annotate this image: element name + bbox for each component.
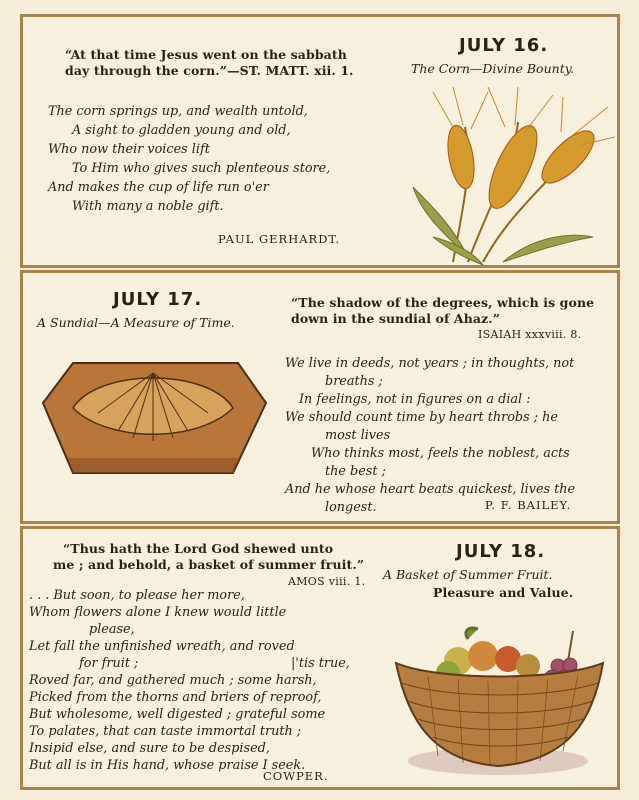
- quote-line: “The shadow of the degrees, which is gone: [291, 295, 595, 310]
- poem-line: Let fall the unfinished wreath, and roved: [29, 639, 295, 654]
- poem-line: But wholesome, well digested ; grateful some: [29, 707, 326, 722]
- poem-line: To Him who gives such plenteous store,: [72, 161, 331, 176]
- subtitle: A Sundial—A Measure of Time.: [37, 315, 235, 330]
- author: P. F. BAILEY.: [485, 498, 572, 512]
- poem: [29, 587, 350, 774]
- subtitle: A Basket of Summer Fruit.: [383, 567, 553, 582]
- subtitle: Pleasure and Value.: [433, 585, 574, 600]
- poem-fragment: for fruit ;: [79, 656, 139, 671]
- poem-line: We should count time by heart throbs ; he: [285, 410, 558, 425]
- quote-line: “Thus hath the Lord God shewed unto: [63, 541, 334, 556]
- panel-july-17: [20, 270, 620, 524]
- poem-line: most lives: [325, 428, 391, 443]
- poem-line: We live in deeds, not years ; in thoughts, not: [285, 356, 575, 371]
- poem-fragment: |'tis true,: [291, 656, 350, 671]
- scripture-quote: [65, 47, 405, 79]
- date-heading: JULY 18.: [456, 541, 546, 562]
- poem-line: please,: [89, 622, 135, 637]
- poem-line: And he whose heart beats quickest, lives the: [285, 482, 576, 497]
- scripture-quote: [291, 295, 621, 327]
- poem-line: the best ;: [325, 464, 386, 479]
- poem-line: The corn springs up, and wealth untold,: [48, 104, 308, 119]
- poem-line: longest.: [325, 500, 377, 515]
- author: COWPER.: [263, 769, 329, 783]
- quote-line: day through the corn.”—ST. MATT. xii. 1.: [65, 63, 354, 78]
- poem-line: Whom flowers alone I knew would little: [29, 605, 287, 620]
- poem-line: With many a noble gift.: [72, 199, 224, 214]
- poem-line: Insipid else, and sure to be despised,: [29, 741, 270, 756]
- scripture-quote: [53, 541, 393, 573]
- date-heading: JULY 16.: [459, 35, 549, 56]
- fruit-basket-icon: [388, 621, 613, 781]
- wheat-icon: [393, 87, 618, 267]
- quote-line: down in the sundial of Ahaz.”: [291, 311, 501, 326]
- poem-line: [29, 655, 350, 672]
- poem-line: But all is in His hand, whose praise I seek.: [29, 758, 306, 773]
- date-heading: JULY 17.: [113, 289, 203, 310]
- poem: [48, 102, 330, 216]
- poem-line: Roved far, and gathered much ; some harsh,: [29, 673, 317, 688]
- sundial-icon: [38, 353, 268, 478]
- poem-line: Who now their voices lift: [48, 142, 210, 157]
- panel-july-16: [20, 14, 620, 268]
- panel-july-18: [20, 526, 620, 790]
- scripture-reference: ISAIAH xxxviii. 8.: [478, 328, 582, 341]
- poem-line: . . . But soon, to please her more,: [29, 588, 245, 603]
- poem-line: breaths ;: [325, 374, 383, 389]
- author: PAUL GERHARDT.: [218, 232, 341, 246]
- quote-line: me ; and behold, a basket of summer fruit.”: [53, 557, 365, 572]
- quote-line: “At that time Jesus went on the sabbath: [65, 47, 347, 62]
- poem-line: A sight to gladden young and old,: [72, 123, 291, 138]
- poem: [285, 355, 575, 517]
- scripture-reference: AMOS viii. 1.: [288, 575, 366, 588]
- subtitle: The Corn—Divine Bounty.: [411, 61, 575, 76]
- poem-line: To palates, that can taste immortal truth ;: [29, 724, 302, 739]
- poem-line: Picked from the thorns and briers of reproof,: [29, 690, 322, 705]
- poem-line: And makes the cup of life run o'er: [48, 180, 269, 195]
- poem-line: In feelings, not in figures on a dial :: [299, 392, 531, 407]
- poem-line: Who thinks most, feels the noblest, acts: [311, 446, 570, 461]
